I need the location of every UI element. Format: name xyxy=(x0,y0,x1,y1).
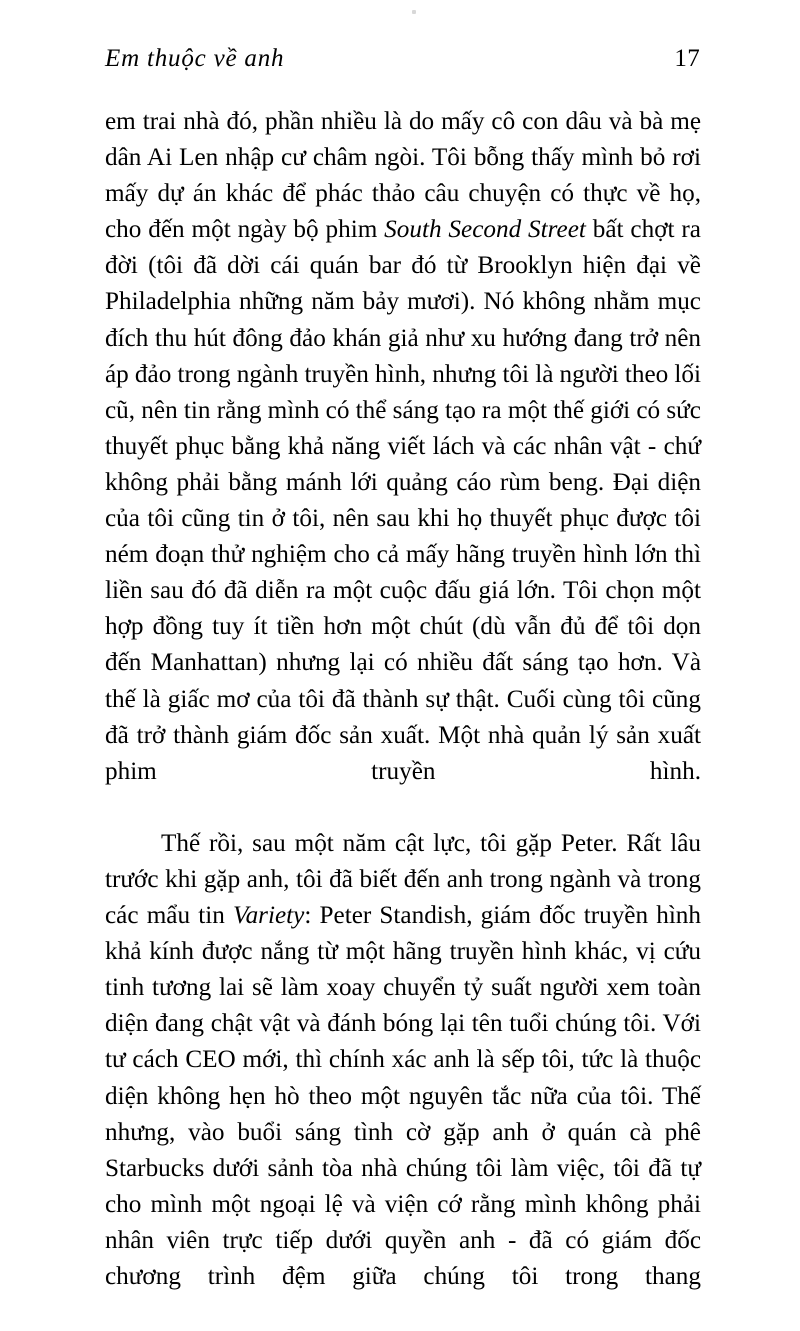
body-text-block xyxy=(105,104,701,1331)
italic-title: South Second Street xyxy=(384,216,586,244)
paragraph xyxy=(105,826,701,1331)
text-run: : Peter Standish, giám đốc truyền hình khả kính được nắng từ một hãng truyền hình khác, vị cứu tinh tương lai sẽ làm xoay chuyển tỷ suất người xem toàn diện đang chật vật và đánh bóng lại tên tuổi chúng tôi. Với tư cách CEO mới, thì chính xác anh là sếp tôi, tức là thuộc diện không hẹn hò theo một nguyên tắc nữa của tôi. Thế nhưng, vào buổi sáng tình cờ gặp anh ở quán cà phê Starbucks dưới sảnh tòa nhà chúng tôi làm việc, tôi đã tự cho mình một ngoại lệ và viện cớ rằng mình không phải nhân viên trực tiếp dưới quyền anh - đã có giám đốc chương trình đệm giữa chúng tôi trong thang xyxy=(105,902,701,1290)
scan-artifact-speck xyxy=(412,10,416,14)
paragraph xyxy=(105,104,701,826)
text-run: Thế rồi, sau một năm cật lực, tôi gặp Peter. Rất lâu trước khi gặp anh, tôi đã biết đến anh trong ngành và trong các mẩu tin xyxy=(105,829,701,930)
italic-title: Variety xyxy=(233,902,305,930)
running-head-title: Em thuộc về anh xyxy=(105,45,285,72)
page-number: 17 xyxy=(674,45,700,72)
text-run: em trai nhà đó, phần nhiều là do mấy cô con dâu và bà mẹ dân Ai Len nhập cư châm ngòi. Tôi bỗng thấy mình bỏ rơi mấy dự án khác để phác thảo câu chuyện có thực về họ, cho đến một ngày bộ phim xyxy=(105,108,701,244)
running-head xyxy=(105,46,700,80)
text-run: bất chợt ra đời (tôi đã dời cái quán bar đó từ Brooklyn hiện đại về Philadelphia những năm bảy mươi). Nó không nhằm mục đích thu hút đông đảo khán giả như xu hướng đang trở nên áp đảo trong ngành truyền hình, nhưng tôi là người theo lối cũ, nên tin rằng mình có thể sáng tạo ra một thế giới có sức thuyết phục bằng khả năng viết lách và các nhân vật - chứ không phải bằng mánh lới quảng cáo rùm beng. Đại diện của tôi cũng tin ở tôi, nên sau khi họ thuyết phục được tôi ném đoạn thử nghiệm cho cả mấy hãng truyền hình lớn thì liền sau đó đã diễn ra một cuộc đấu giá lớn. Tôi chọn một hợp đồng tuy ít tiền hơn một chút (dù vẫn đủ để tôi dọn đến Manhattan) nhưng lại có nhiều đất sáng tạo hơn. Và thế là giấc mơ của tôi đã thành sự thật. Cuối cùng tôi cũng đã trở thành giám đốc sản xuất. Một nhà quản lý sản xuất phim truyền hình. xyxy=(105,216,701,785)
